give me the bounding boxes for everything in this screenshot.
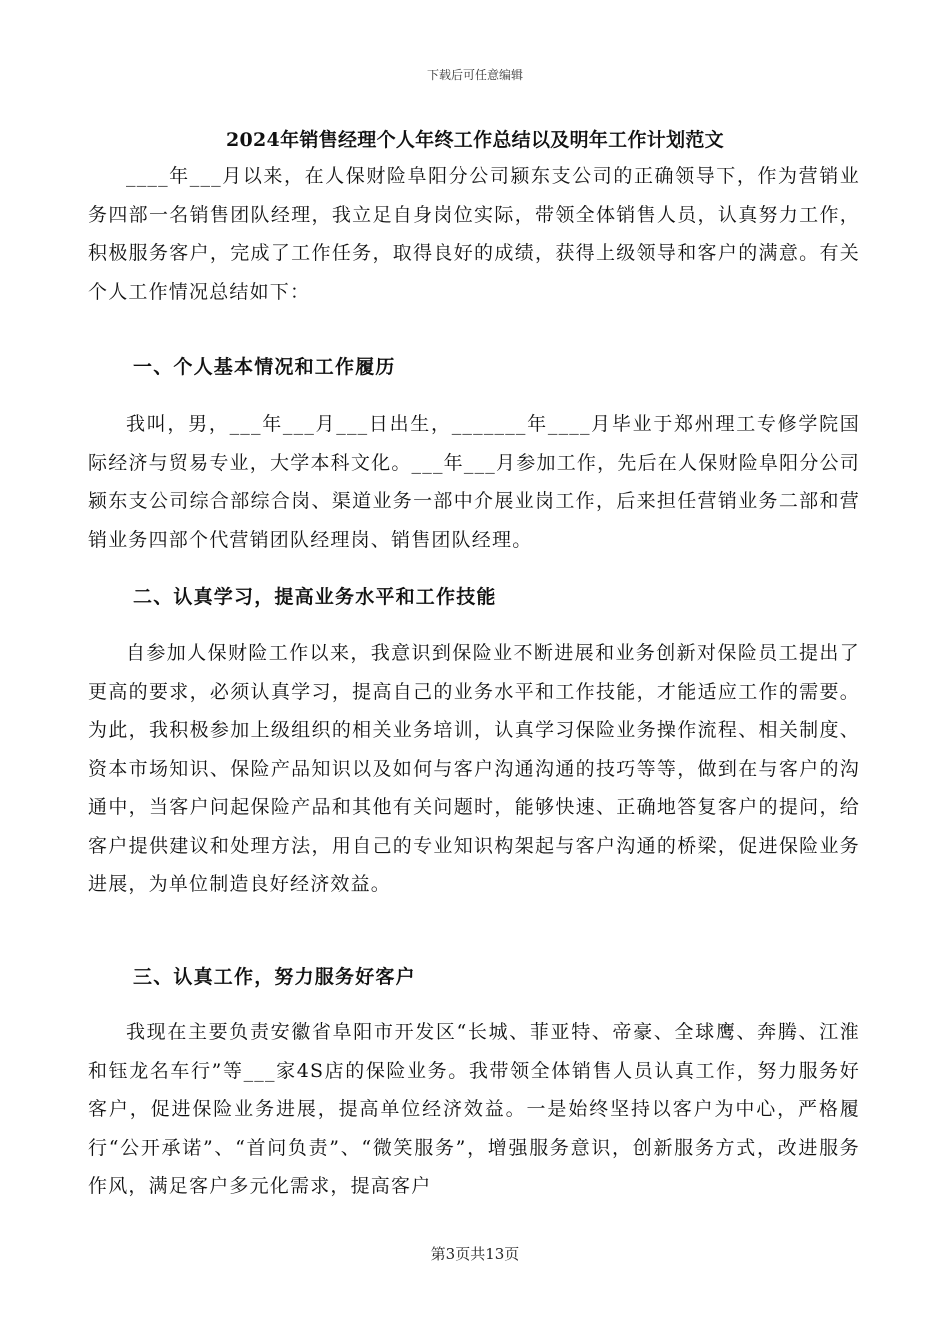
section-3-heading: 三、认真工作，努力服务好客户 bbox=[133, 966, 416, 988]
intro-paragraph: ____年___月以来，在人保财险阜阳分公司颍东支公司的正确领导下，作为营销业务四部一名销售团队经理，我立足自身岗位实际，带领全体销售人员，认真努力工作，积极服务客户，完成了工作任务，取得良好的成绩，获得上级领导和客户的满意。有关个人工作情况总结如下： bbox=[88, 165, 860, 303]
section-2-heading: 二、认真学习，提高业务水平和工作技能 bbox=[133, 586, 497, 608]
page-footer: 第3页共13页 bbox=[430, 1245, 520, 1263]
section-2-body: 自参加人保财险工作以来，我意识到保险业不断进展和业务创新对保险员工提出了更高的要求，必须认真学习，提高自己的业务水平和工作技能，才能适应工作的需要。为此，我积极参加上级组织的相关业务培训，认真学习保险业务操作流程、相关制度、资本市场知识、保险产品知识以及如何与客户沟通沟通的技巧等等，做到在与客户的沟通中，当客户问起保险产品和其他有关问题时，能够快速、正确地答复客户的提问，给客户提供建议和处理方法，用自己的专业知识构架起与客户沟通的桥梁，促进保险业务进展，为单位制造良好经济效益。 bbox=[88, 642, 860, 895]
document-title: 2024年销售经理个人年终工作总结以及明年工作计划范文 bbox=[226, 129, 724, 151]
section-1-heading: 一、个人基本情况和工作履历 bbox=[133, 356, 396, 378]
header-note: 下载后可任意编辑 bbox=[426, 68, 523, 82]
section-1-body: 我叫，男，___年___月___日出生，_______年____月毕业于郑州理工专修学院国际经济与贸易专业，大学本科文化。___年___月参加工作，先后在人保财险阜阳分公司颍东支公司综合部综合岗、渠道业务一部中介展业岗工作，后来担任营销业务二部和营销业务四部个代营销团队经理岗、销售团队经理。 bbox=[88, 413, 860, 551]
section-3-body: 我现在主要负责安徽省阜阳市开发区“长城、菲亚特、帝豪、全球鹰、奔腾、江淮和钰龙名车行”等___家4S店的保险业务。我带领全体销售人员认真工作，努力服务好客户，促进保险业务进展，提高单位经济效益。一是始终坚持以客户为中心，严格履行“公开承诺”、“首问负责”、“微笑服务”，增强服务意识，创新服务方式，改进服务作风，满足客户多元化需求，提高客户 bbox=[88, 1021, 860, 1197]
